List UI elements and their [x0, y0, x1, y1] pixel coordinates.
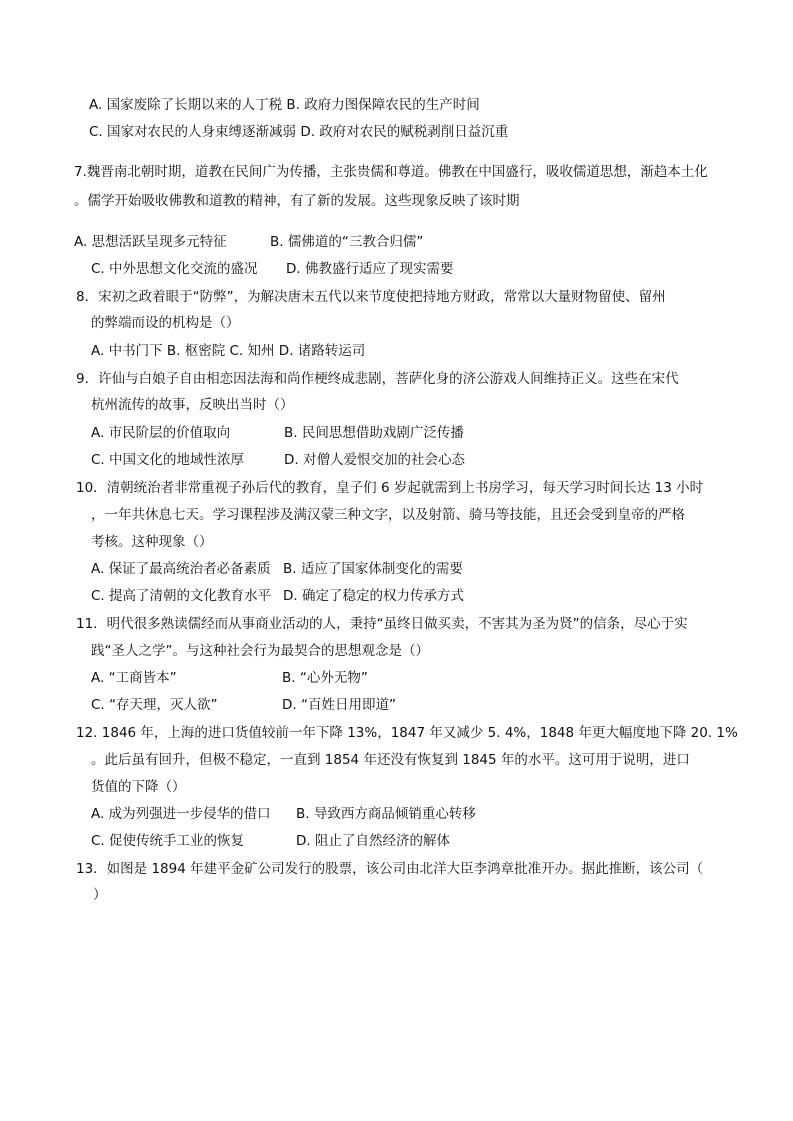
- q10-option-d: D. 确定了稳定的权力传承方式: [283, 588, 464, 604]
- q9-options-row2: [91, 451, 465, 469]
- q12-option-b: B. 导致西方商品倾销重心转移: [296, 806, 476, 822]
- q11-options-row1: [91, 669, 368, 687]
- q10-options-row1: [91, 560, 463, 578]
- q12-stem-line3: 货值的下降（）: [91, 779, 186, 795]
- q9-option-b: B. 民间思想借助戏剧广泛传播: [284, 425, 464, 441]
- q11-options-row2: [91, 696, 396, 714]
- q9-option-a: A. 市民阶层的价值取向: [91, 425, 231, 441]
- q12-option-c: C. 促使传统手工业的恢复: [91, 833, 245, 849]
- q10-stem-line1: 10．清朝统治者非常重视子孙后代的教育，皇子们 6 岁起就需到上书房学习，每天学习时间长达 13 小时: [76, 480, 704, 496]
- q10-options-row2: [91, 587, 464, 605]
- prev-option-c: C. 国家对农民的人身束缚逐渐减弱: [89, 124, 297, 140]
- q10-stem-line2: ，一年共休息七天。学习课程涉及满汉蒙三种文字，以及射箭、骑马等技能，且还会受到皇帝的严格: [91, 507, 685, 523]
- prev-question-options-row2: [89, 123, 508, 141]
- q9-stem-line1: 9．许仙与白娘子自由相恋因法海和尚作梗终成悲剧，菩萨化身的济公游戏人间维持正义。这些在宋代: [76, 371, 679, 387]
- q10-stem-line3: 考核。这种现象（）: [91, 534, 213, 550]
- q7-option-b: B. 儒佛道的“三教合归儒”: [270, 234, 424, 250]
- q11-option-d: D. “百姓日用即道”: [282, 697, 396, 713]
- q12-options-row1: [91, 805, 476, 823]
- q12-options-row2: [91, 832, 450, 850]
- q7-option-d: D. 佛教盛行适应了现实需要: [286, 261, 454, 277]
- q7-options-row2: [91, 260, 453, 278]
- prev-option-a: A. 国家废除了长期以来的人丁税: [89, 97, 283, 113]
- prev-option-b: B. 政府力图保障农民的生产时间: [286, 97, 480, 113]
- q10-option-a: A. 保证了最高统治者必备素质: [91, 561, 271, 577]
- q12-option-a: A. 成为列强进一步侵华的借口: [91, 806, 271, 822]
- q9-options-row1: [91, 424, 464, 442]
- q12-option-d: D. 阻止了自然经济的解体: [296, 833, 450, 849]
- q13-stem-line2: ）: [93, 887, 107, 903]
- q11-stem-line1: 11．明代很多熟读儒经而从事商业活动的人，秉持“虽终日做买卖，不害其为圣为贤”的信条，尽心于实: [76, 616, 688, 632]
- q12-stem-line1: 12. 1846 年，上海的进口货值较前一年下降 13%，1847 年又减少 5. 4%，1848 年更大幅度地下降 20. 1%: [76, 725, 738, 741]
- q11-option-b: B. “心外无物”: [282, 670, 368, 686]
- q12-stem-line2: 。此后虽有回升，但极不稳定，一直到 1854 年还没有恢复到 1845 年的水平。这可用于说明，进口: [91, 752, 690, 768]
- q7-option-a: A. 思想活跃呈现多元特征: [74, 234, 227, 250]
- q8-stem-line1: 8．宋初之政着眼于“防弊”，为解决唐末五代以来节度使把持地方财政，常常以大量财物留使、留州: [76, 289, 666, 305]
- q7-option-c: C. 中外思想文化交流的盛况: [91, 261, 258, 277]
- q7-options-row1: [74, 233, 423, 251]
- prev-question-options-row1: [89, 96, 480, 114]
- q10-option-c: C. 提高了清朝的文化教育水平: [91, 588, 272, 604]
- q8-options: A. 中书门下 B. 枢密院 C. 知州 D. 诸路转运司: [91, 343, 366, 359]
- q9-option-d: D. 对僧人爱恨交加的社会心态: [284, 452, 465, 468]
- q10-option-b: B. 适应了国家体制变化的需要: [283, 561, 463, 577]
- q8-stem-line2: 的弊端而设的机构是（）: [91, 315, 240, 331]
- q7-stem-line1: 7.魏晋南北朝时期，道教在民间广为传播，主张贵儒和尊道。佛教在中国盛行，吸收儒道思想，渐趋本土化: [74, 164, 708, 180]
- q9-stem-line2: 杭州流传的故事，反映出当时（）: [91, 397, 294, 413]
- q11-option-a: A. “工商皆本”: [91, 670, 177, 686]
- prev-option-d: D. 政府对农民的赋税剥削日益沉重: [300, 124, 509, 140]
- q7-stem-line2: 。儒学开始吸收佛教和道教的精神，有了新的发展。这些现象反映了该时期: [74, 193, 520, 209]
- q9-option-c: C. 中国文化的地域性浓厚: [91, 452, 245, 468]
- q13-stem-line1: 13．如图是 1894 年建平金矿公司发行的股票，该公司由北洋大臣李鸿章批准开办。据此推断，该公司（: [76, 861, 704, 877]
- q11-stem-line2: 践“圣人之学”。与这种社会行为最契合的思想观念是（）: [91, 643, 429, 659]
- q11-option-c: C. “存天理，灭人欲”: [91, 697, 218, 713]
